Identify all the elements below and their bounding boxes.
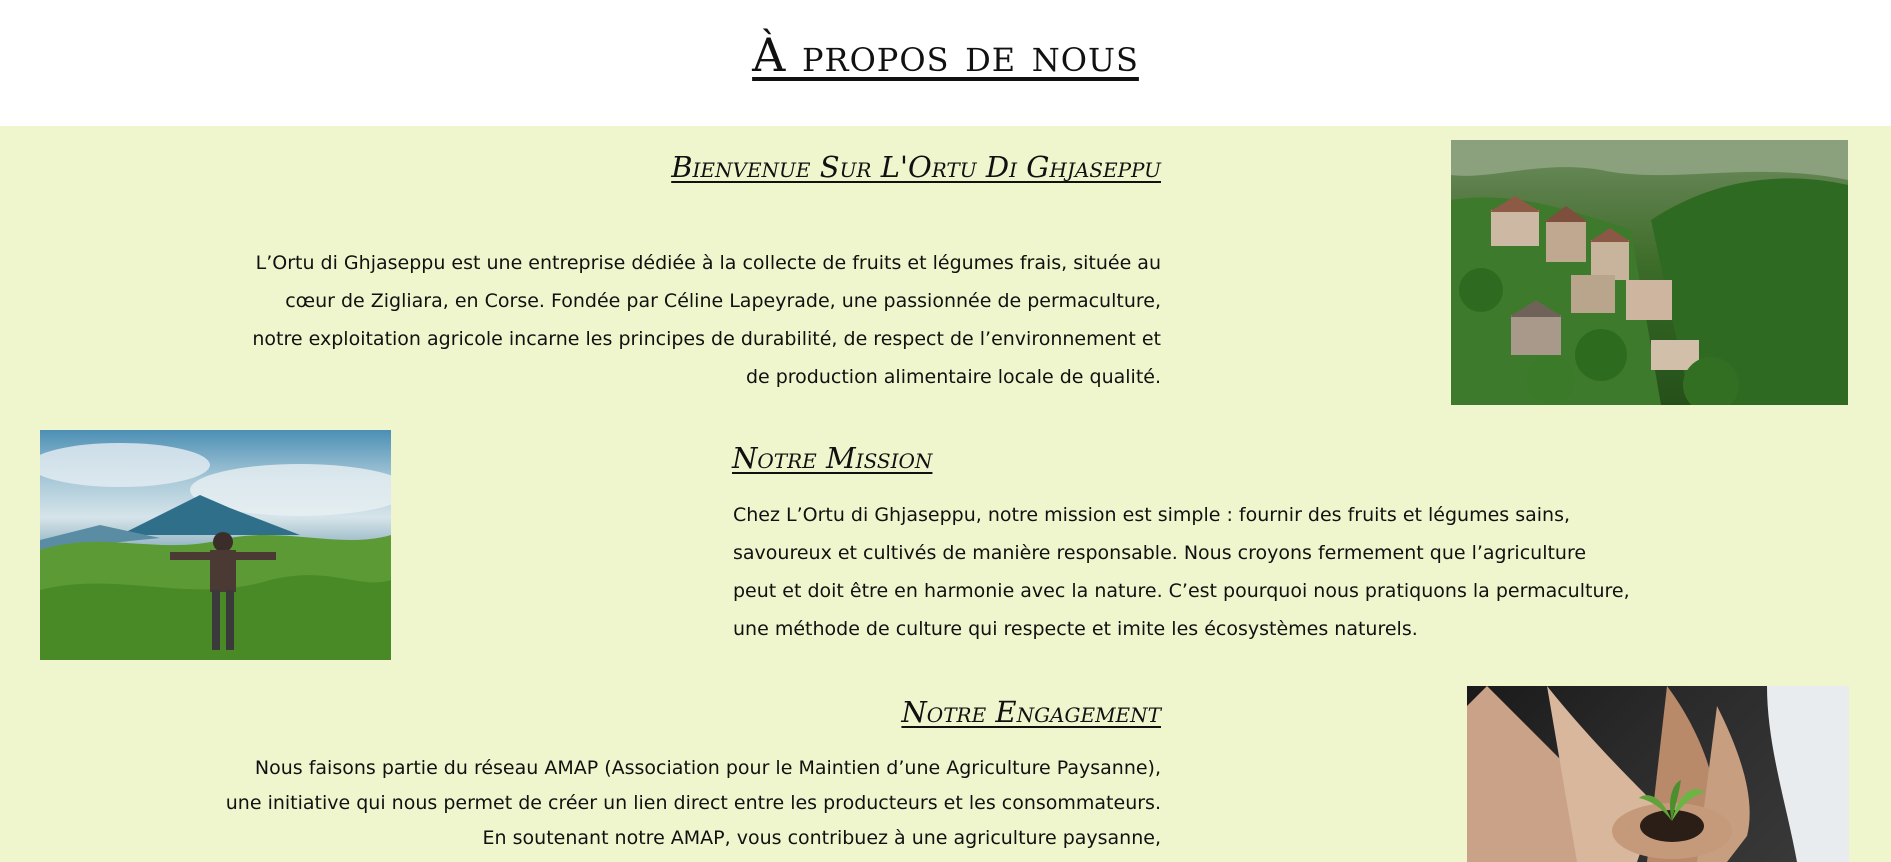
engagement-heading: Notre Engagement [901, 695, 1161, 729]
mountain-photo [40, 430, 391, 660]
village-photo [1451, 140, 1848, 405]
welcome-text: L’Ortu di Ghjaseppu est une entreprise dédiée à la collecte de fruits et légumes frais, située au cœur de Zigliara, en Corse. Fondée par Céline Lapeyrade, une passionnée de permaculture, notre exploitation agricole incarne les principes de durabilité, de respect de l’environnement et de production alimentaire locale de qualité. [252, 252, 1161, 388]
page-title: À propos de nous [752, 28, 1139, 82]
mission-text: Chez L’Ortu di Ghjaseppu, notre mission est simple : fournir des fruits et légumes sains, savoureux et cultivés de manière responsable. Nous croyons fermement que l’agriculture peut et doit être en harmonie avec la nature. C’est pourquoi nous pratiquons la permaculture, une méthode de culture qui respecte et imite les écosystèmes naturels. [733, 504, 1630, 640]
welcome-heading: Bienvenue Sur L'Ortu Di Ghjaseppu [671, 150, 1161, 184]
engagement-text: Nous faisons partie du réseau AMAP (Association pour le Maintien d’une Agriculture Paysanne), une initiative qui nous permet de créer un lien direct entre les producteurs et les consommateurs. En soutenant notre AMAP, vous contribuez à une agriculture paysanne, [225, 757, 1161, 849]
hands-seedling-photo [1467, 686, 1849, 862]
mission-heading: Notre Mission [732, 441, 933, 475]
